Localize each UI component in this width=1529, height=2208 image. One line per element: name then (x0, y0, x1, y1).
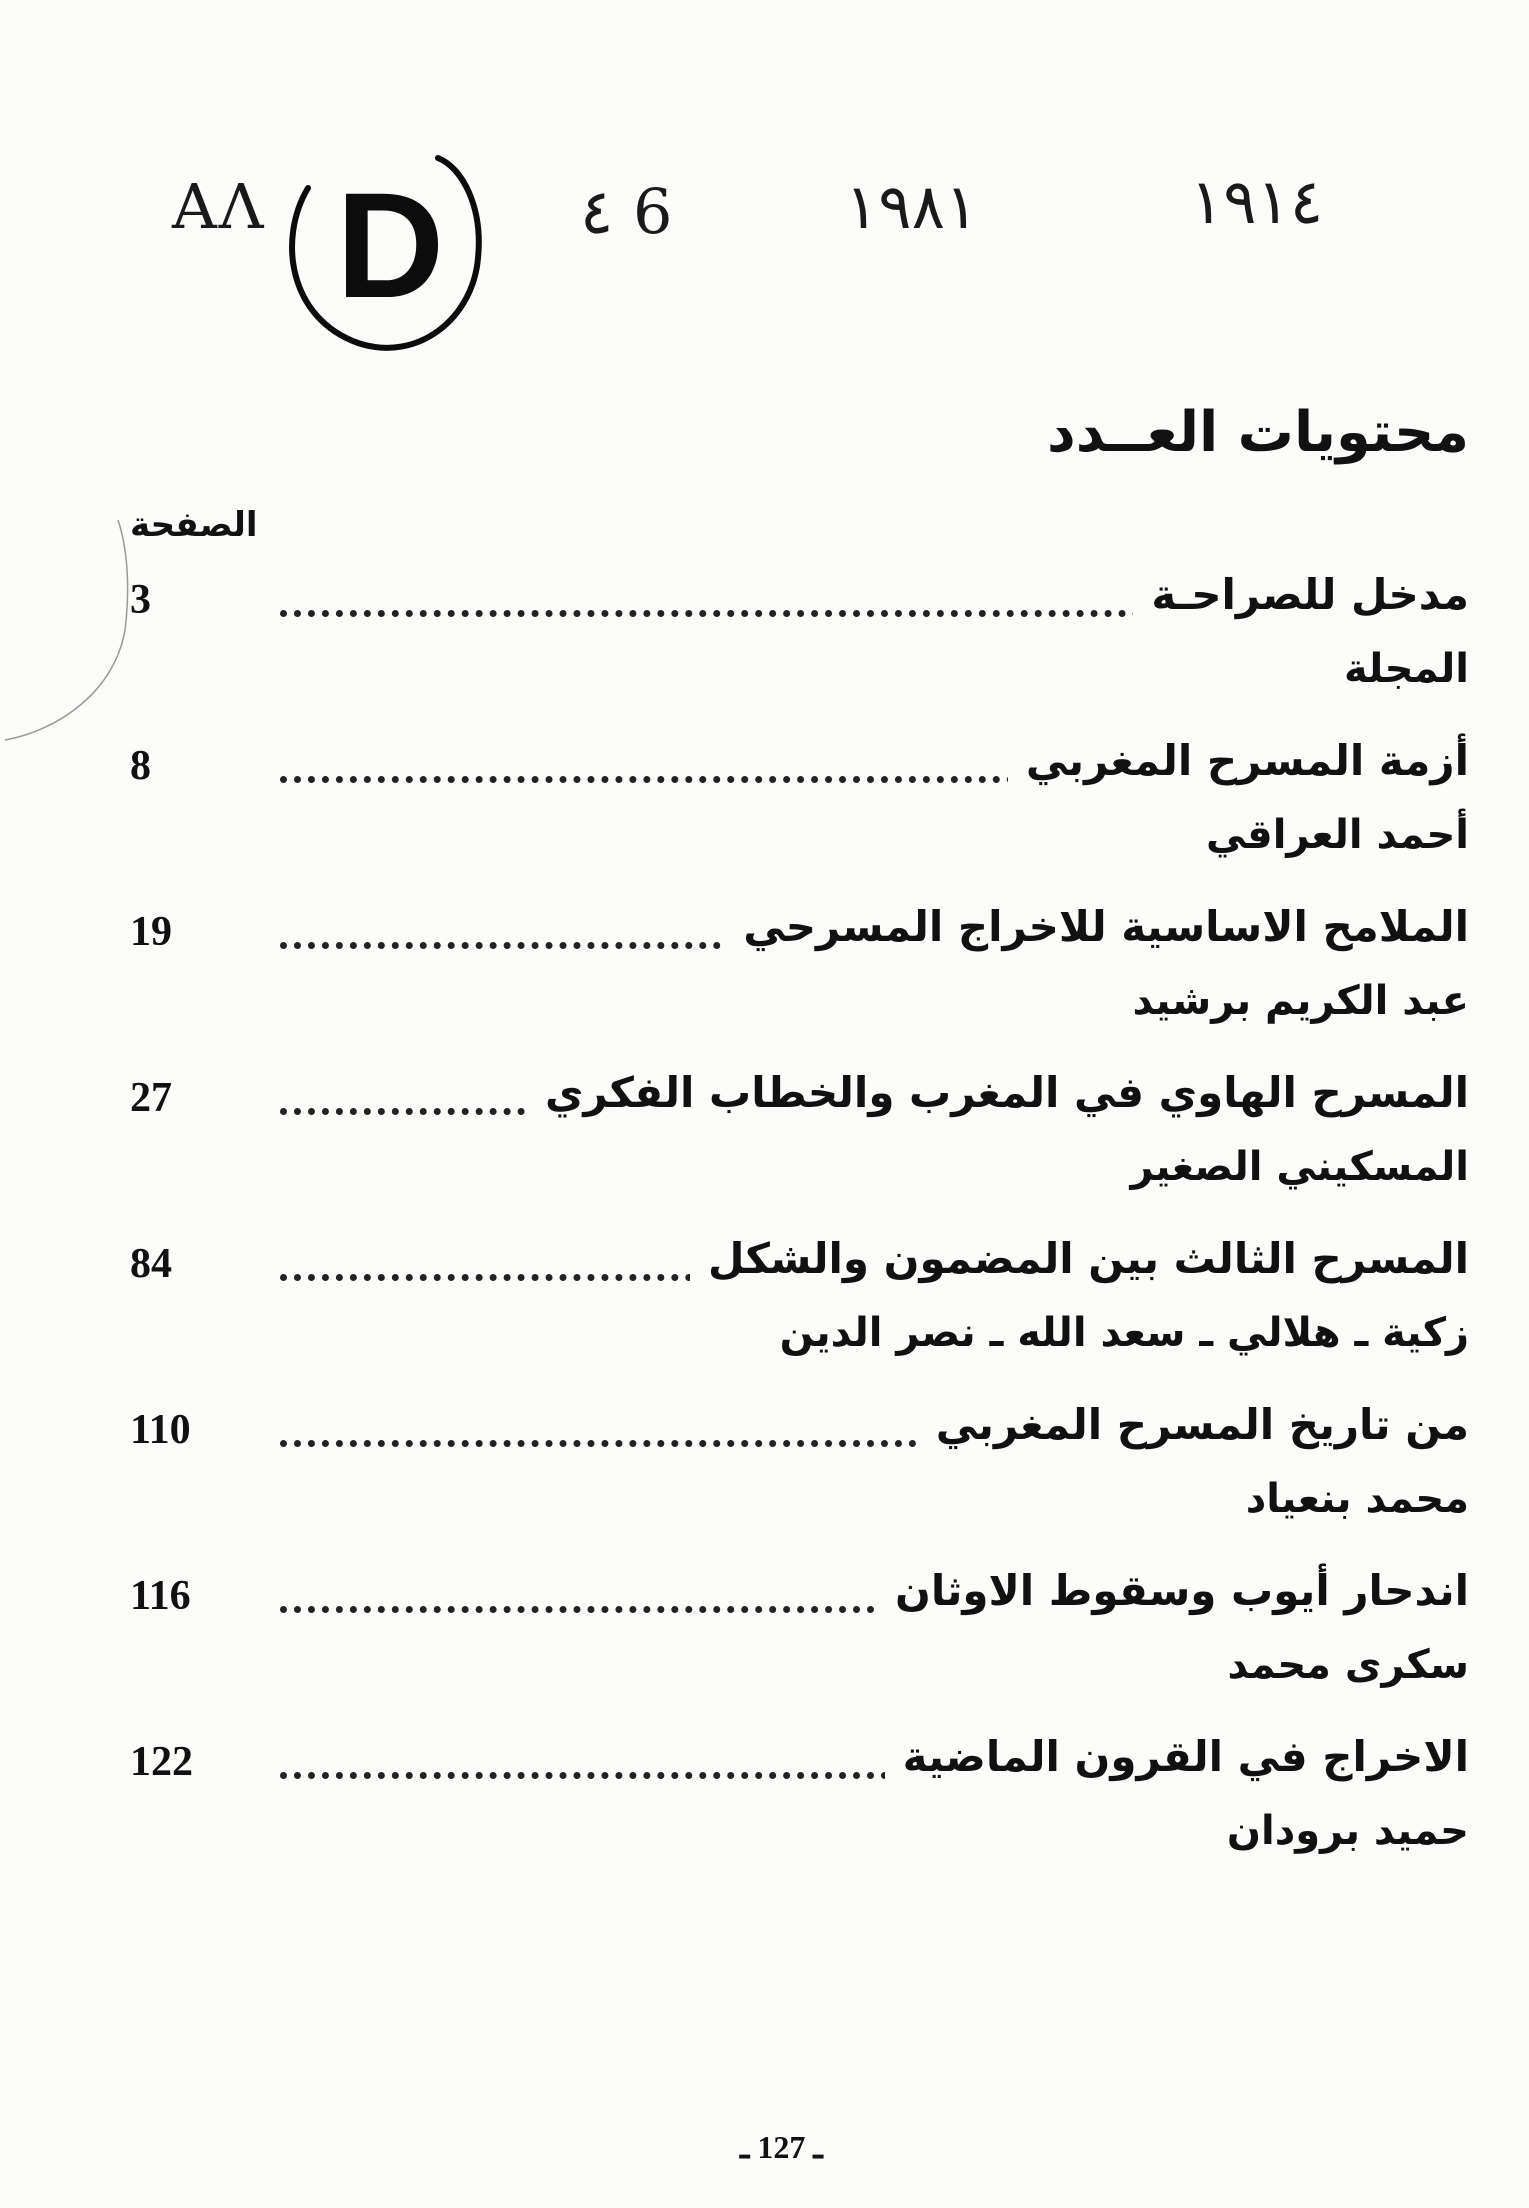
entry-title: المسرح الثالث بين المضمون والشكل (690, 1234, 1469, 1283)
handwritten-issue-number: ٤ 6 (580, 175, 673, 248)
library-stamp (278, 148, 488, 358)
entry-page-number: 19 (130, 909, 172, 955)
entry-title: اندحار أيوب وسقوط الاوثان (877, 1566, 1469, 1615)
entry-title: مدخل للصراحـة (1133, 570, 1469, 619)
toc-entry (130, 570, 1469, 736)
toc-entry (130, 1068, 1469, 1234)
entry-author: عبد الكريم برشيد (1132, 978, 1469, 1024)
entry-page-number: 8 (130, 743, 151, 789)
page-folio: ـ 127 ـ (740, 2129, 823, 2165)
entry-title: المسرح الهاوي في المغرب والخطاب الفكري (527, 1068, 1469, 1117)
dot-leader (280, 598, 1280, 617)
entry-author: سكرى محمد (1227, 1642, 1469, 1688)
handwritten-year: ١٩٨١ (845, 170, 979, 243)
handwritten-annotations (0, 0, 1529, 420)
toc-entry (130, 1732, 1469, 1898)
entry-author: محمد بنعياد (1245, 1476, 1469, 1522)
entry-page-number: 116 (130, 1573, 191, 1619)
entry-page-number: 3 (130, 577, 151, 623)
stamp-letter: D (336, 161, 445, 329)
toc-entry (130, 736, 1469, 902)
toc-entry (130, 1234, 1469, 1400)
entry-title: من تاريخ المسرح المغربي (918, 1400, 1469, 1449)
entry-author: زكية ـ هلالي ـ سعد الله ـ نصر الدين (779, 1310, 1469, 1356)
entry-title: الملامح الاساسية للاخراج المسرحي (725, 902, 1469, 951)
toc-entry (130, 1400, 1469, 1566)
entry-title: أزمة المسرح المغربي (1008, 736, 1469, 785)
entry-page-number: 110 (130, 1407, 191, 1453)
entry-author: أحمد العراقي (1206, 812, 1469, 858)
toc-entry (130, 1566, 1469, 1732)
entry-author: المجلة (1344, 646, 1469, 692)
handwritten-year-alt: ١٩١٤ (1190, 165, 1324, 238)
toc-entries (130, 570, 1469, 1898)
entry-page-number: 84 (130, 1241, 172, 1287)
entry-page-number: 122 (130, 1739, 193, 1785)
entry-author: حميد برودان (1226, 1808, 1469, 1854)
page-column-header: الصفحة (130, 505, 258, 545)
entry-page-number: 27 (130, 1075, 172, 1121)
entry-title: الاخراج في القرون الماضية (885, 1732, 1469, 1781)
paper-crease-mark (0, 520, 140, 820)
entry-author: المسكيني الصغير (1130, 1144, 1469, 1190)
toc-title: محتويات العــدد (1046, 400, 1469, 465)
handwritten-code: AΛ (172, 170, 266, 243)
toc-entry (130, 902, 1469, 1068)
